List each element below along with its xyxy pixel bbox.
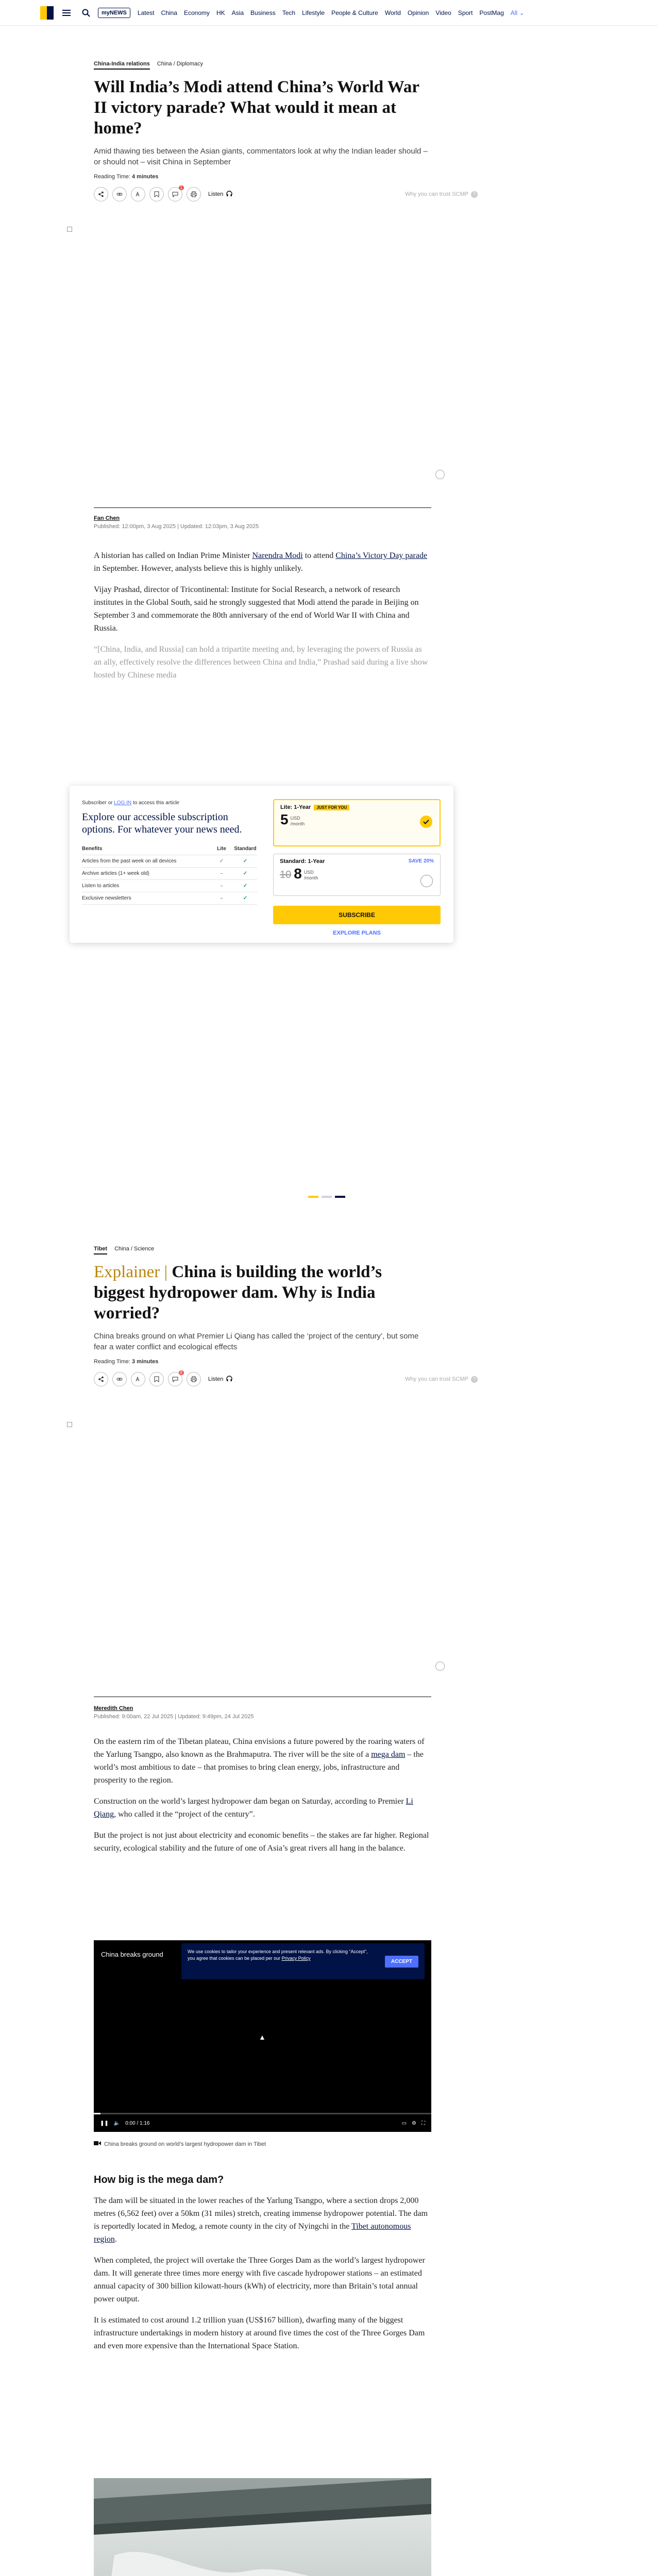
share-toolbar [94, 1370, 476, 1386]
headphones-icon [226, 1376, 232, 1383]
price-value: 8 [294, 866, 302, 882]
plan-lite-option[interactable] [273, 799, 441, 846]
inline-link[interactable]: Tibet autonomous region [94, 2222, 411, 2244]
separator-bar [322, 1196, 332, 1198]
table-row [82, 855, 257, 868]
video-time: 0:00 / 1:16 [125, 2120, 150, 2126]
fullscreen-icon[interactable]: ⛶ [421, 2120, 425, 2126]
plan-standard-option[interactable] [273, 854, 441, 896]
why-trust-label: Why you can trust SCMP [405, 191, 468, 197]
old-price: 10 [280, 869, 292, 880]
menu-icon[interactable] [60, 6, 73, 20]
benefits-table [82, 843, 257, 905]
video-caption-text: China breaks ground on world’s largest hydropower dam in Tibet [104, 2141, 266, 2147]
publish-date: Published: 9:00am, 22 Jul 2025 | Updated: 9:49pm, 24 Jul 2025 [94, 1714, 254, 1720]
video-player[interactable] [94, 1940, 431, 2132]
price-unit [304, 870, 318, 881]
question-icon: ? [471, 1376, 478, 1383]
loading-cursor-icon: ▲ [259, 2033, 266, 2041]
article-separator [308, 1196, 345, 1198]
explore-plans-link[interactable]: EXPLORE PLANS [333, 930, 381, 936]
reading-time-value: 3 minutes [132, 1359, 159, 1365]
benefit-label: Articles from the past week on all devices [82, 858, 177, 864]
lite-check: – [220, 871, 223, 876]
page-title [94, 1262, 431, 1324]
standard-check: ✓ [243, 895, 248, 901]
lite-check: – [220, 883, 223, 889]
section-heading: How big is the mega dam? [94, 2174, 224, 2185]
share-icon[interactable] [94, 187, 108, 201]
article-paragraph-faded: “[China, India, and Russia] can hold a tripartite meeting and, by leveraging the powers of Russia as an ally, effectively resolve the differences between China and India,” Prashad said during a live show hosted by Chinese media [94, 645, 428, 680]
video-title: China breaks ground [101, 1951, 163, 1958]
share-icon[interactable] [94, 1372, 108, 1386]
nav-link-all[interactable] [511, 9, 525, 16]
lite-check: ✓ [219, 858, 224, 864]
text-run: Construction on the world’s largest hydropower dam began on Saturday, according to Premier [94, 1797, 406, 1806]
article-2-header [94, 1246, 476, 1386]
plan-name: Standard: 1-Year [280, 858, 325, 865]
price-currency: USD [290, 816, 300, 821]
why-trust-label: Why you can trust SCMP [405, 1376, 468, 1382]
nav-link[interactable]: China [161, 9, 177, 16]
inline-link[interactable]: mega dam [371, 1750, 406, 1759]
column-header: Benefits [82, 846, 103, 852]
breadcrumb [94, 1246, 431, 1255]
plan-price [280, 812, 433, 827]
nav-link[interactable]: Latest [137, 9, 155, 16]
video-caption [94, 2141, 266, 2147]
benefit-label: Listen to articles [82, 883, 120, 889]
login-prompt-prefix: Subscriber or [82, 800, 113, 806]
article-1-body [94, 515, 431, 682]
standard-check: ✓ [243, 883, 248, 889]
price-value: 5 [280, 811, 289, 827]
article-paragraph: Vijay Prashad, director of Tricontinental: Institute for Social Research, a network of research institutes in the Global South, said he strongly suggested that Modi attend the parade in Beijing on September 3 and commemorate the 80th anniversary of the end of World War II with China and Russia. [94, 585, 419, 633]
top-navigation [0, 0, 658, 26]
dam-photo [94, 2478, 431, 2576]
article-subhead: China breaks ground on what Premier Li Qiang has called the ‘project of the century’, but some fear a water conflict and ecological effects [94, 1332, 419, 1351]
updated-date: Updated: 9:49pm, 24 Jul 2025 [178, 1714, 254, 1720]
radio-unselected-icon[interactable] [420, 875, 433, 887]
breadcrumb-section[interactable]: China / Diplomacy [157, 61, 204, 67]
reading-time [94, 174, 431, 180]
price-period: /month [290, 821, 305, 826]
table-row [82, 868, 257, 880]
login-link[interactable]: LOG IN [114, 800, 132, 806]
article-paragraph [94, 1795, 431, 1821]
article-paragraph [94, 1735, 431, 1787]
benefit-label: Exclusive newsletters [82, 895, 131, 901]
article-paragraph: But the project is not just about electricity and economic benefits – the stakes are far higher. Regional security, ecological stability and the future of one of Asia’s great rivers all hang in the balance. [94, 1831, 429, 1853]
breadcrumb [94, 61, 431, 70]
table-header [82, 843, 257, 855]
nav-link[interactable]: Economy [183, 9, 210, 16]
plan-save-badge: SAVE 20% [408, 858, 434, 864]
author-link[interactable]: Meredith Chen [94, 1705, 133, 1711]
published-date: Published: 12:00pm, 3 Aug 2025 [94, 523, 176, 530]
pause-icon[interactable]: ❚❚ [100, 2120, 109, 2126]
publish-date: Published: 12:00pm, 3 Aug 2025 | Updated: 12:03pm, 3 Aug 2025 [94, 523, 259, 530]
article-subhead: Amid thawing ties between the Asian giants, commentators look at why the Indian leader should – or should not – visit China in September [94, 147, 428, 166]
mynews-button[interactable]: myNEWS [98, 8, 130, 18]
search-icon[interactable] [79, 6, 93, 20]
table-row [82, 892, 257, 905]
cookie-banner [181, 1943, 425, 1979]
paywall-title: Explore our accessible subscription options. For whatever your news need. [82, 811, 242, 835]
print-icon[interactable] [187, 187, 201, 201]
article-1-header [94, 61, 476, 201]
breadcrumb-topic[interactable]: China-India relations [94, 61, 150, 70]
expand-image-icon[interactable] [435, 1662, 445, 1671]
question-icon: ? [471, 191, 478, 198]
nav-link[interactable]: World [384, 9, 401, 16]
reading-time-label: Reading Time: [94, 174, 130, 180]
inline-link[interactable]: China’s Victory Day parade [335, 551, 428, 560]
cookie-accept-button[interactable]: ACCEPT [385, 1956, 418, 1968]
image-divider [94, 507, 431, 508]
chevron-down-icon: ⌄ [519, 9, 525, 16]
paywall-benefits [82, 800, 257, 905]
why-trust-scmp[interactable] [405, 1376, 478, 1383]
nav-link-all-label: All [510, 9, 518, 16]
listen-label: Listen [208, 191, 224, 197]
privacy-policy-link[interactable]: Privacy Policy [281, 1956, 311, 1961]
nav-link[interactable]: Asia [231, 9, 244, 16]
text-run: On the eastern rim of the Tibetan plateau, China envisions a future powered by the roaring waters of the Yarlung Tsangpo, also known as the Brahmaputra. The river will be the site of a [94, 1737, 425, 1759]
video-camera-icon [94, 2141, 101, 2147]
subscription-paywall [70, 786, 453, 943]
article-paragraph: When completed, the project will overtake the Three Gorges Dam as the world’s largest hydropower dam. It will generate three times more energy with five cascade hydropower stations – an estimated annual capacity of 300 billion kilowatt-hours (kWh) of electricity, more than Britain’s total annual power output. [94, 2256, 425, 2303]
headline-text: China is building the world’s biggest hydropower dam. Why is India worried? [94, 1263, 382, 1323]
captions-icon[interactable]: ▭ [401, 2120, 407, 2126]
comment-count: 1 [179, 185, 184, 190]
link-icon[interactable] [112, 1372, 127, 1386]
text-run: in September. However, analysts believe this is highly unlikely. [94, 564, 303, 573]
comment-icon[interactable] [168, 187, 182, 201]
plan-name [280, 804, 433, 810]
cookie-text [188, 1948, 373, 1962]
nav-link[interactable]: Video [435, 9, 451, 16]
price-currency: USD [303, 870, 314, 875]
inline-link[interactable]: Narendra Modi [252, 551, 303, 560]
column-header: Lite [217, 846, 226, 852]
benefit-label: Archive articles (1+ week old) [82, 871, 149, 876]
plan-price [280, 867, 434, 881]
font-size-icon[interactable] [131, 1372, 145, 1386]
nav-link[interactable]: HK [216, 9, 225, 16]
scmp-logo[interactable] [40, 6, 54, 20]
breadcrumb-topic[interactable]: Tibet [94, 1246, 107, 1255]
nav-link[interactable]: Opinion [407, 9, 429, 16]
text-run: The dam will be situated in the lower reaches of the Yarlung Tsangpo, where a section drops 2,000 metres (6,562 feet) over a 50km (31 miles) stretch, creating immense hydropower potential. The dam is reportedly located in Medog, a remote county in the city of Nyingchi in the [94, 2196, 428, 2231]
text-run: A historian has called on Indian Prime Minister [94, 551, 252, 560]
plan-name-label: Lite: 1-Year [280, 804, 311, 810]
font-size-icon[interactable] [131, 187, 145, 201]
reading-time-value: 4 minutes [132, 174, 159, 180]
standard-check: ✓ [243, 858, 248, 864]
video-controls [94, 2114, 431, 2132]
text-run: . [114, 2235, 117, 2244]
cookie-message: We use cookies to tailor your experience and present relevant ads. By clicking “Accept”, you agree that cookies can be placed per our [188, 1949, 368, 1961]
breadcrumb-section[interactable]: China / Science [114, 1246, 155, 1252]
broken-image-icon [67, 1422, 72, 1427]
standard-check: ✓ [243, 871, 248, 876]
separator-bar [308, 1196, 318, 1198]
updated-date: Updated: 12:03pm, 3 Aug 2025 [180, 523, 259, 530]
lite-check: – [220, 895, 223, 901]
inline-link[interactable]: Li Qiang [94, 1797, 413, 1819]
share-toolbar [94, 185, 476, 201]
bookmark-icon[interactable] [149, 1372, 164, 1386]
radio-selected-icon[interactable] [420, 816, 432, 828]
article-paragraph [94, 549, 431, 575]
nav-link[interactable]: Tech [282, 9, 296, 16]
nav-link[interactable]: Lifestyle [302, 9, 325, 16]
listen-button[interactable] [208, 1376, 232, 1383]
subscribe-button[interactable]: SUBSCRIBE [273, 906, 441, 924]
table-row [82, 880, 257, 892]
author-link[interactable]: Fan Chen [94, 515, 120, 521]
expand-image-icon[interactable] [435, 470, 445, 479]
reading-time [94, 1359, 431, 1365]
nav-link[interactable]: Business [250, 9, 276, 16]
link-icon[interactable] [112, 187, 127, 201]
article-paragraph [94, 2194, 431, 2246]
login-prompt [82, 800, 257, 806]
page-title: Will India’s Modi attend China’s World War II victory parade? What would it mean at home? [94, 78, 419, 138]
volume-icon[interactable]: 🔈 [113, 2120, 121, 2126]
nav-link[interactable]: PostMag [479, 9, 504, 16]
paywall-fade [94, 716, 431, 747]
reading-time-label: Reading Time: [94, 1359, 130, 1365]
settings-icon[interactable]: ⚙ [412, 2120, 416, 2126]
article-2-body [94, 1705, 431, 1855]
article-2-section-1 [94, 2174, 431, 2352]
comment-icon[interactable] [168, 1372, 182, 1386]
nav-link[interactable]: People & Culture [331, 9, 378, 16]
price-unit [291, 816, 305, 827]
text-run: to attend [302, 551, 336, 560]
listen-button[interactable] [208, 191, 232, 198]
why-trust-scmp[interactable] [405, 191, 478, 198]
headphones-icon [226, 191, 232, 198]
nav-link[interactable]: Sport [458, 9, 473, 16]
nav-links [138, 9, 525, 16]
published-date: Published: 9:00am, 22 Jul 2025 [94, 1714, 174, 1720]
column-header: Standard [234, 846, 257, 852]
listen-label: Listen [208, 1376, 224, 1382]
price-period: /month [303, 875, 318, 880]
text-run: , who called it the “project of the century”. [114, 1810, 255, 1819]
broken-image-icon [67, 227, 72, 232]
bookmark-icon[interactable] [149, 187, 164, 201]
plan-badge: JUST FOR YOU [314, 805, 349, 810]
article-paragraph: It is estimated to cost around 1.2 trillion yuan (US$167 billion), dwarfing many of the biggest infrastructure undertakings in modern history at around five times the cost of the Three Gorges Dam and even more expensive than the International Space Station. [94, 2316, 425, 2350]
login-prompt-suffix: to access this article [132, 800, 179, 806]
explainer-kicker: Explainer | [94, 1263, 168, 1281]
separator-bar [335, 1196, 345, 1198]
comment-count: 8 [179, 1370, 184, 1375]
text-run: – the world’s most ambitious to date – that promises to bring clean energy, jobs, infrastructure and prosperity to the region. [94, 1750, 424, 1785]
print-icon[interactable] [187, 1372, 201, 1386]
